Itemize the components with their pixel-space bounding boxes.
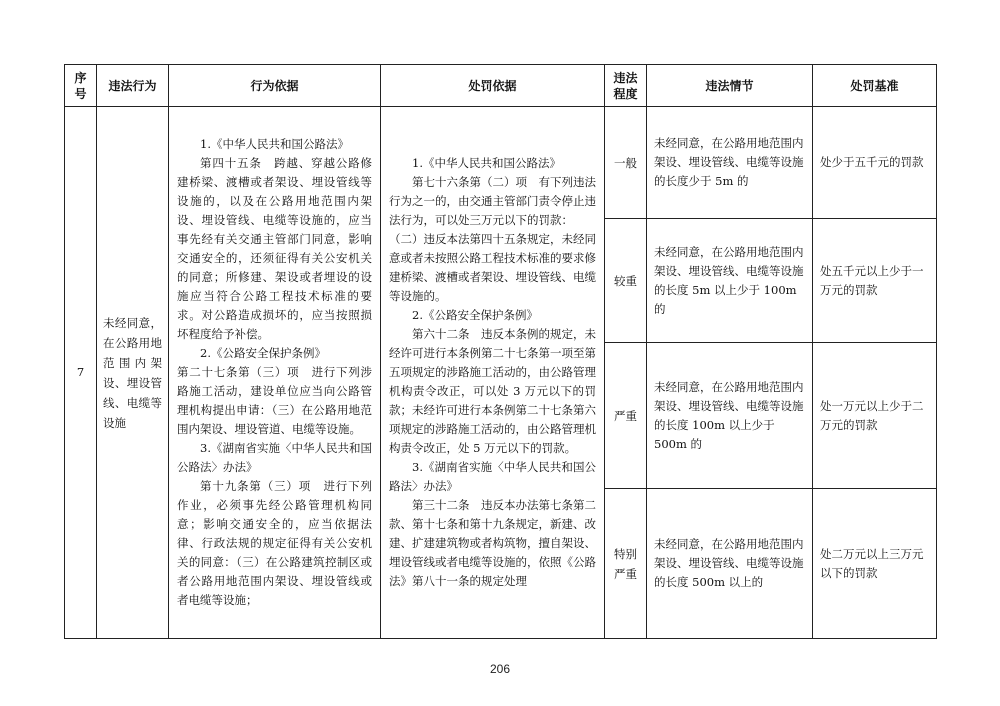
circumstance-very-severe: 未经同意，在公路用地范围内架设、埋设管线、电缆等设施的长度 500m 以上的 <box>647 489 813 639</box>
penalty-table <box>64 64 937 639</box>
row-seq: 7 <box>65 107 97 639</box>
basis-paragraph: 3.《湖南省实施〈中华人民共和国公路法〉办法》 <box>177 441 372 474</box>
header-penalty-basis: 处罚依据 <box>381 65 605 107</box>
basis-paragraph: 2.《公路安全保护条例》 <box>200 346 326 360</box>
degree-very-severe: 特别严重 <box>605 489 647 639</box>
penalty-paragraph: 3.《湖南省实施〈中华人民共和国公路法〉办法》 <box>389 460 596 493</box>
header-degree: 违法程度 <box>605 65 647 107</box>
header-circumstance: 违法情节 <box>647 65 813 107</box>
header-act: 违法行为 <box>97 65 169 107</box>
penalty-paragraph: 第七十六条第（二）项 有下列违法行为之一的，由交通主管部门责令停止违法行为，可以处三万元以下的罚款： <box>389 175 596 227</box>
standard-general: 处少于五千元的罚款 <box>813 107 937 219</box>
header-basis: 行为依据 <box>169 65 381 107</box>
degree-severe: 严重 <box>605 343 647 489</box>
degree-serious: 较重 <box>605 219 647 343</box>
circumstance-severe: 未经同意，在公路用地范围内架设、埋设管线、电缆等设施的长度 100m 以上少于 500m 的 <box>647 343 813 489</box>
row-act: 未经同意，在公路用地范围内架设、埋设管线、电缆等设施 <box>97 107 169 639</box>
circumstance-serious: 未经同意，在公路用地范围内架设、埋设管线、电缆等设施的长度 5m 以上少于 100m 的 <box>647 219 813 343</box>
table-header-row <box>65 65 937 107</box>
header-standard: 处罚基准 <box>813 65 937 107</box>
standard-very-severe: 处二万元以上三万元以下的罚款 <box>813 489 937 639</box>
header-seq: 序号 <box>65 65 97 107</box>
penalty-paragraph: 2.《公路安全保护条例》 <box>412 308 538 322</box>
page-number: 206 <box>489 662 511 676</box>
basis-paragraph: 第四十五条 跨越、穿越公路修建桥梁、渡槽或者架设、埋设管线等设施的，以及在公路用地范围内架设、埋设管线、电缆等设施的，应当事先经有关交通主管部门同意，影响交通安全的，还须征得有关公安机关的同意；所修建、架设或者埋设的设施应当符合公路工程技术标准的要求。对公路造成损坏的，应当按照损坏程度给予补偿。 <box>177 156 372 341</box>
basis-paragraph: 1.《中华人民共和国公路法》 <box>200 137 349 151</box>
basis-paragraph: 第二十七条第（三）项 进行下列涉路施工活动，建设单位应当向公路管理机构提出申请：（三）在公路用地范围内架设、埋设管道、电缆等设施。 <box>177 365 372 436</box>
degree-general: 一般 <box>605 107 647 219</box>
circumstance-general: 未经同意，在公路用地范围内架设、埋设管线、电缆等设施的长度少于 5m 的 <box>647 107 813 219</box>
penalty-paragraph: 1.《中华人民共和国公路法》 <box>412 156 561 170</box>
penalty-paragraph: （二）违反本法第四十五条规定，未经同意或者未按照公路工程技术标准的要求修建桥梁、渡槽或者架设、埋设管线、电缆等设施的。 <box>389 232 596 303</box>
row-penalty-basis <box>381 107 605 639</box>
standard-severe: 处一万元以上少于二万元的罚款 <box>813 343 937 489</box>
basis-paragraph: 第十九条第（三）项 进行下列作业，必须事先经公路管理机构同意；影响交通安全的，应当依据法律、行政法规的规定征得有关公安机关的同意：（三）在公路建筑控制区或者公路用地范围内架设、埋设管线或者电缆等设施； <box>177 479 372 607</box>
standard-serious: 处五千元以上少于一万元的罚款 <box>813 219 937 343</box>
penalty-paragraph: 第六十二条 违反本条例的规定，未经许可进行本条例第二十七条第一项至第五项规定的涉路施工活动的，由公路管理机构责令改正，可以处 3 万元以下的罚款；未经许可进行本条例第二十七条第六项规定的涉路施工活动的，由公路管理机构责令改正，处 5 万元以下的罚款。 <box>389 327 596 455</box>
row-basis <box>169 107 381 639</box>
table-row <box>65 107 937 219</box>
penalty-paragraph: 第三十二条 违反本办法第七条第二款、第十七条和第十九条规定，新建、改建、扩建建筑物或者构筑物，擅自架设、埋设管线或者电缆等设施的，依照《公路法》第八十一条的规定处理 <box>389 498 596 588</box>
